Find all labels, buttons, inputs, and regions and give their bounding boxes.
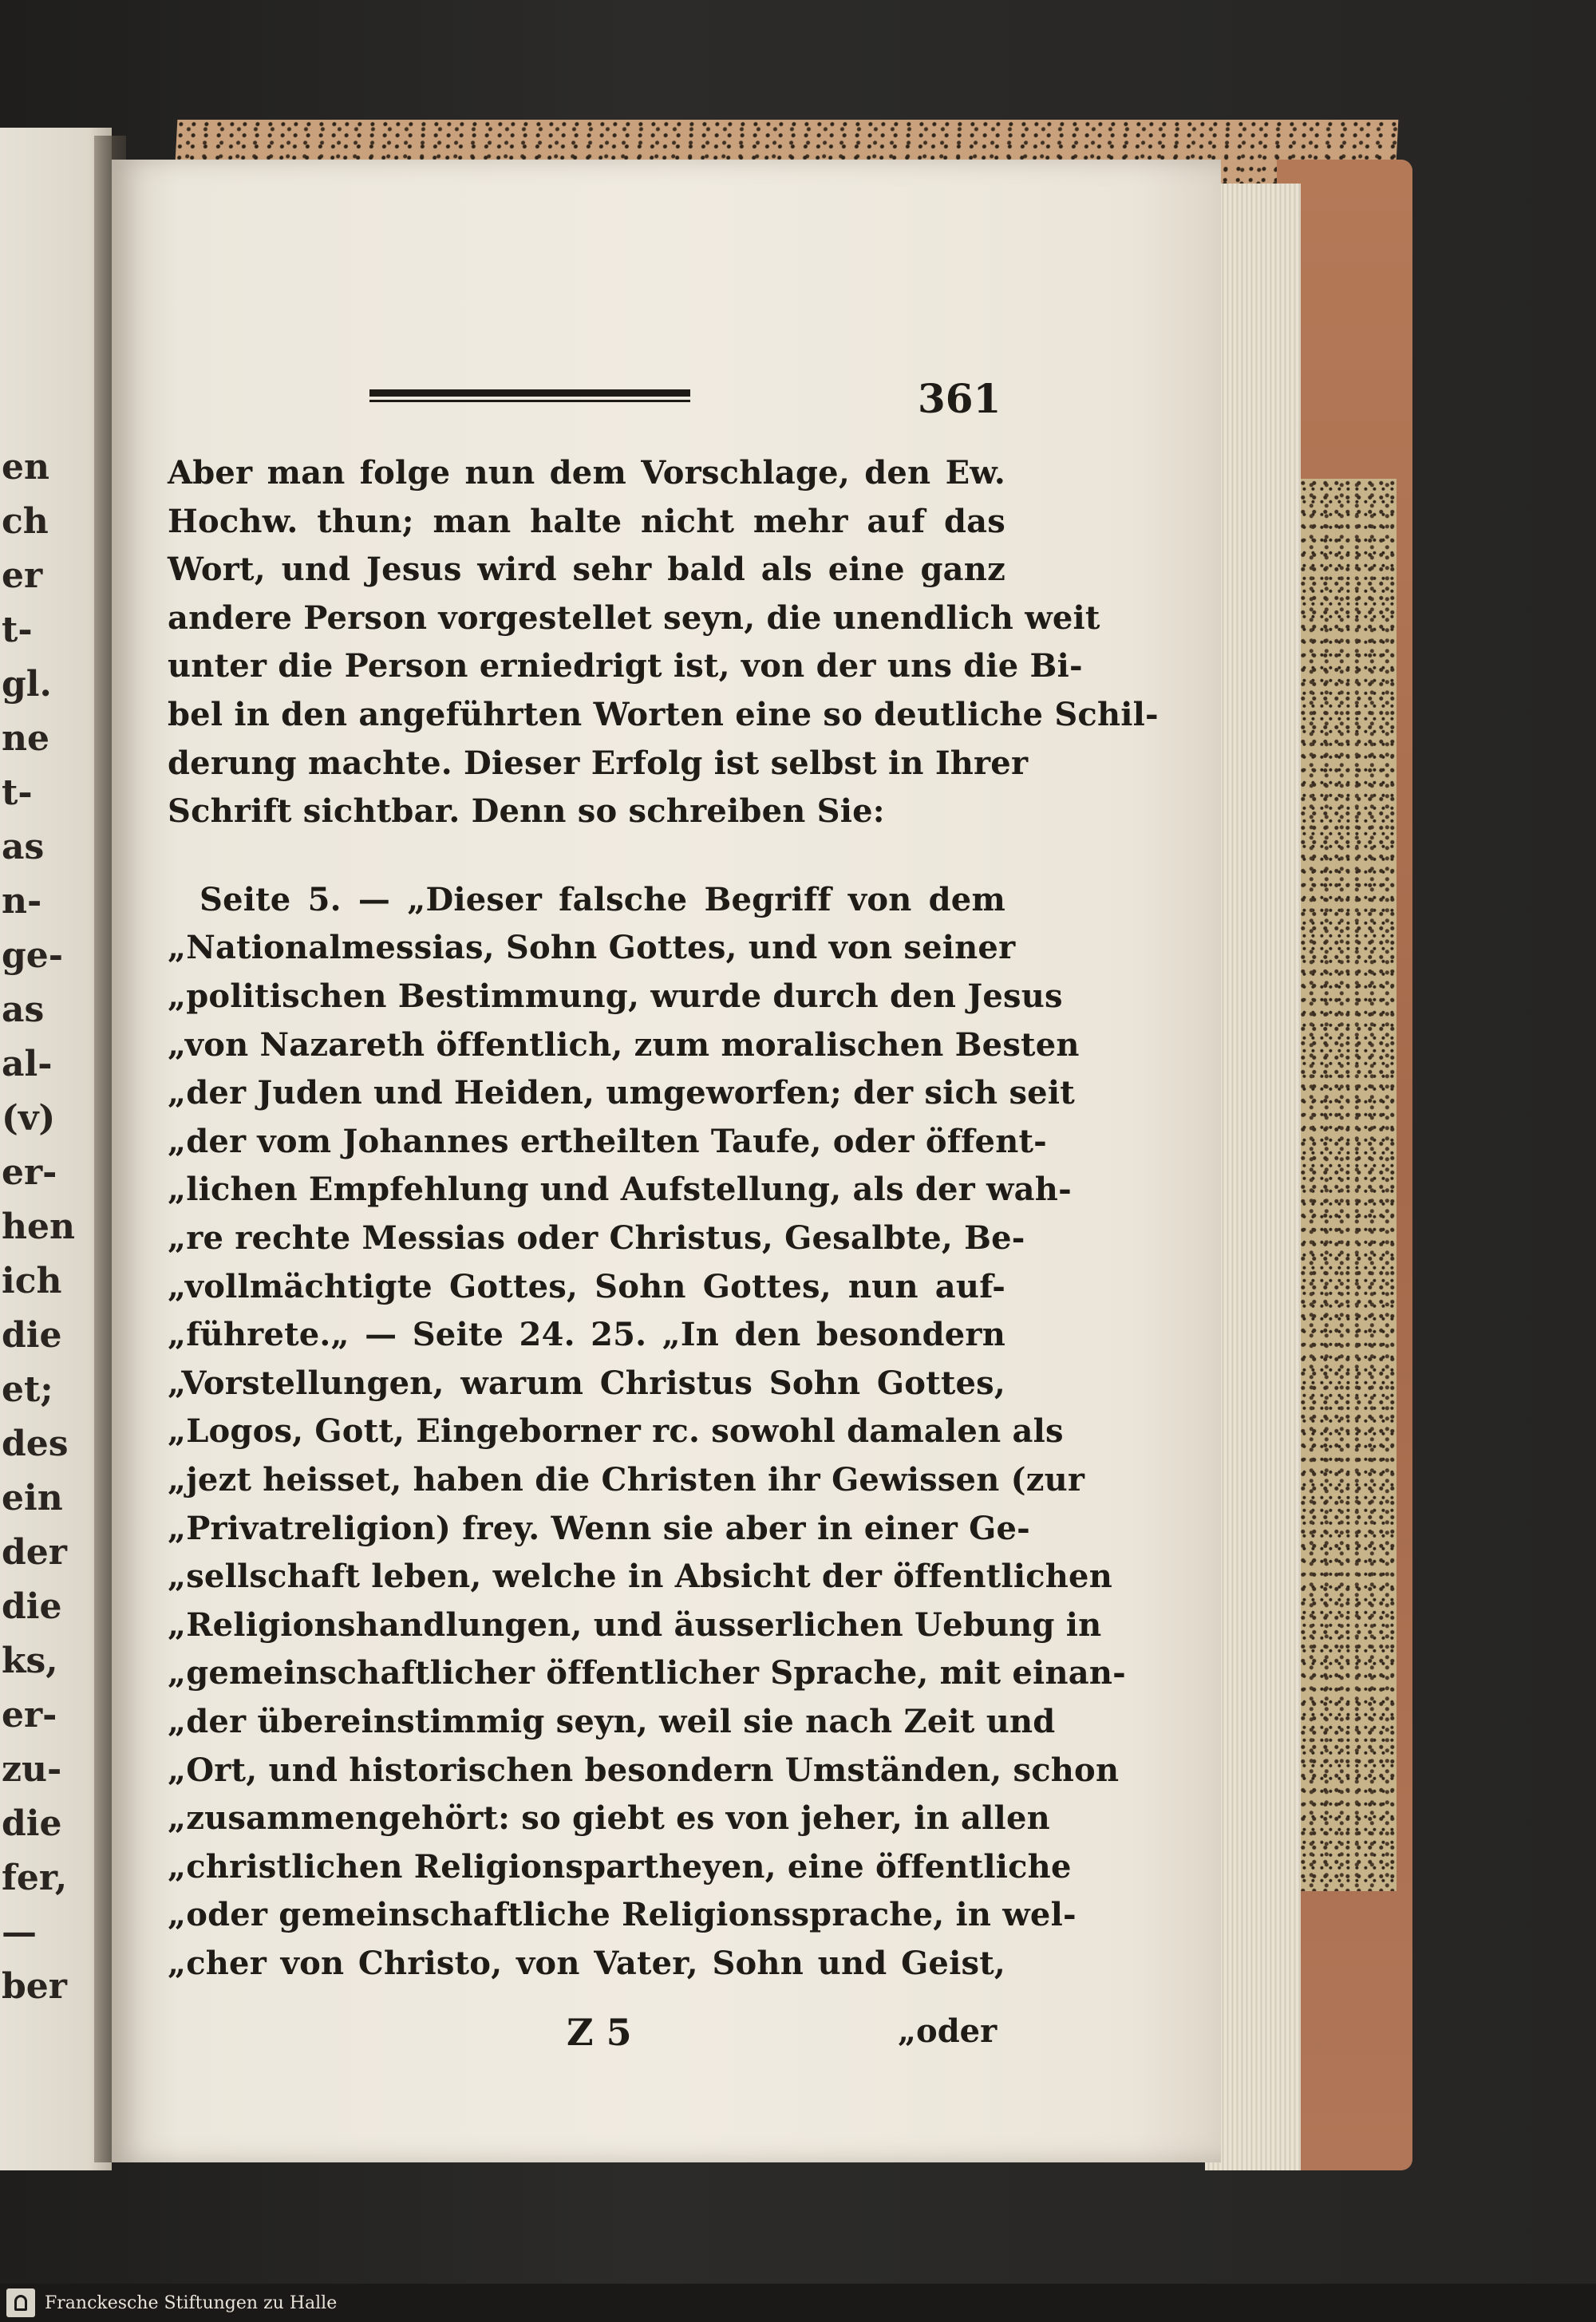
text-line: „vollmächtigte Gottes, Sohn Gottes, nun auf- bbox=[168, 1267, 1005, 1305]
text-line: „von Nazareth öffentlich, zum moralischen Besten bbox=[168, 1025, 1080, 1064]
previous-page-fragment: — bbox=[2, 1912, 37, 1953]
previous-page-fragment: die bbox=[2, 1803, 62, 1844]
previous-page-fragment: er- bbox=[2, 1695, 57, 1736]
previous-page-fragment: as bbox=[2, 989, 45, 1030]
institution-logo-icon bbox=[6, 2288, 35, 2317]
text-line: bel in den angeführten Worten eine so deutliche Schil- bbox=[168, 696, 1159, 733]
text-line: Wort, und Jesus wird sehr bald als eine ganz bbox=[168, 551, 1005, 589]
previous-page-fragment: er bbox=[2, 555, 43, 596]
previous-page-fragment: en bbox=[2, 447, 49, 488]
printer-signature-mark: Z 5 bbox=[567, 2011, 632, 2054]
text-line: Aber man folge nun dem Vorschlage, den Ew. bbox=[168, 454, 1005, 492]
text-line: „zusammengehört: so giebt es von jeher, in allen bbox=[168, 1799, 1050, 1838]
text-line: „politischen Bestimmung, wurde durch den Jesus bbox=[168, 977, 1063, 1015]
text-line: derung machte. Dieser Erfolg ist selbst in Ihrer bbox=[168, 744, 1029, 782]
text-line: unter die Person erniedrigt ist, von der uns die Bi- bbox=[168, 647, 1083, 685]
header-rule bbox=[369, 389, 690, 404]
previous-page-fragment: ks, bbox=[2, 1641, 58, 1681]
header-rule-thin bbox=[369, 400, 690, 402]
previous-page-fragment: as bbox=[2, 827, 45, 867]
text-line: „der Juden und Heiden, umgeworfen; der sich seit bbox=[168, 1074, 1075, 1112]
text-line: „Nationalmessias, Sohn Gottes, und von seiner bbox=[168, 929, 1016, 967]
previous-page-fragment: n- bbox=[2, 881, 42, 922]
text-line: „führete.„ — Seite 24. 25. „In den besondern bbox=[168, 1316, 1005, 1354]
text-line: „lichen Empfehlung und Aufstellung, als der wah- bbox=[168, 1171, 1072, 1209]
previous-page-fragment: t- bbox=[2, 610, 33, 650]
previous-page-fragment: ich bbox=[2, 1261, 62, 1301]
previous-page-fragment: des bbox=[2, 1424, 69, 1464]
previous-page-fragment: ge- bbox=[2, 935, 64, 976]
text-line: „der übereinstimmig seyn, weil sie nach Zeit und bbox=[168, 1703, 1056, 1740]
header-rule-thick bbox=[369, 389, 690, 397]
text-line: „jezt heisset, haben die Christen ihr Gewissen (zur bbox=[168, 1461, 1085, 1499]
previous-page-fragment: ber bbox=[2, 1966, 67, 2007]
footer-institution: Franckesche Stiftungen zu Halle bbox=[45, 2293, 338, 2313]
text-line: „Logos, Gott, Eingeborner rc. sowohl damalen als bbox=[168, 1412, 1064, 1451]
text-line: „Privatreligion) frey. Wenn sie aber in einer Ge- bbox=[168, 1509, 1030, 1547]
previous-page-fragment: t- bbox=[2, 772, 33, 813]
previous-page-fragment: ch bbox=[2, 501, 49, 542]
previous-page-fragment: et; bbox=[2, 1369, 53, 1410]
text-line: „Ort, und historischen besondern Umständen, schon bbox=[168, 1751, 1120, 1789]
text-line: Hochw. thun; man halte nicht mehr auf das bbox=[168, 502, 1005, 540]
previous-page-fragment: fer, bbox=[2, 1858, 68, 1898]
previous-page-fragment: ein bbox=[2, 1478, 63, 1518]
catchword: „oder bbox=[898, 2012, 998, 2050]
text-line: „Religionshandlungen, und äusserlichen Uebung in bbox=[168, 1605, 1102, 1644]
previous-page-fragment: die bbox=[2, 1315, 62, 1356]
text-line: „Vorstellungen, warum Christus Sohn Gottes, bbox=[168, 1364, 1005, 1402]
previous-page-fragment: gl. bbox=[2, 664, 52, 705]
speckled-fore-edge bbox=[1301, 479, 1396, 1891]
text-line: „christlichen Religionspartheyen, eine öffentliche bbox=[168, 1847, 1072, 1886]
previous-page-fragment: die bbox=[2, 1586, 62, 1627]
footer-bar bbox=[0, 2284, 1596, 2322]
previous-page-fragment: zu- bbox=[2, 1749, 62, 1790]
text-line: „sellschaft leben, welche in Absicht der öffentlichen bbox=[168, 1558, 1112, 1596]
previous-page-fragment: hen bbox=[2, 1206, 75, 1247]
previous-page-fragment: (v) bbox=[2, 1098, 56, 1139]
previous-page-fragment: al- bbox=[2, 1044, 53, 1084]
text-line: „der vom Johannes ertheilten Taufe, oder öffent- bbox=[168, 1122, 1047, 1160]
text-line: andere Person vorgestellet seyn, die unendlich weit bbox=[168, 598, 1100, 637]
previous-page-fragment: er- bbox=[2, 1152, 57, 1193]
page-number: 361 bbox=[918, 375, 1001, 422]
text-line: „cher von Christo, von Vater, Sohn und Geist, bbox=[168, 1945, 1005, 1982]
text-line: „gemeinschaftlicher öffentlicher Sprache, mit einan- bbox=[168, 1654, 1126, 1692]
previous-page-fragment: ne bbox=[2, 718, 49, 759]
previous-page-fragment: der bbox=[2, 1532, 67, 1573]
text-line: Seite 5. — „Dieser falsche Begriff von dem bbox=[200, 880, 1005, 918]
text-line: „re rechte Messias oder Christus, Gesalbte, Be- bbox=[168, 1219, 1025, 1257]
text-line: „oder gemeinschaftliche Religionssprache, in wel- bbox=[168, 1896, 1077, 1934]
text-line: Schrift sichtbar. Denn so schreiben Sie: bbox=[168, 792, 885, 831]
